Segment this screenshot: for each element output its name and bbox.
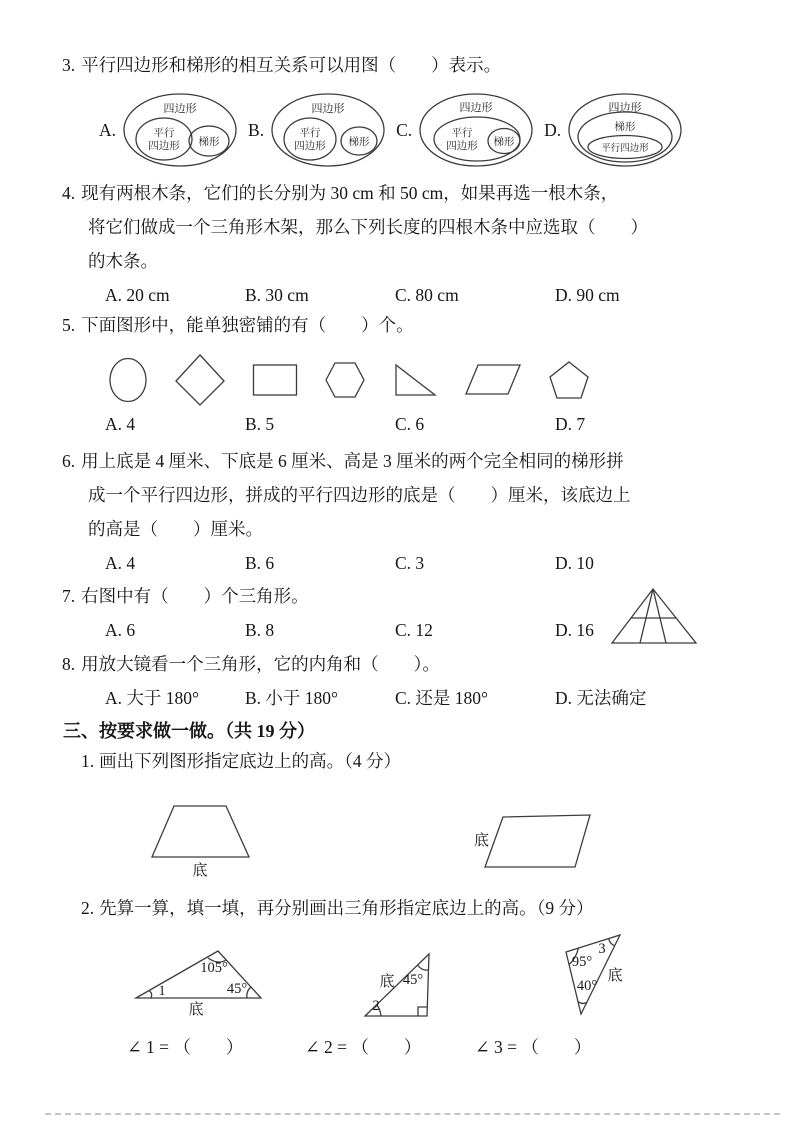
- option-a: A. 6: [105, 620, 136, 640]
- parallelogram-shape: [464, 363, 522, 397]
- question-4-options: [62, 278, 762, 312]
- base-label: 底: [379, 974, 395, 990]
- angle-2-answer-blank: ∠ 2 = （ ）: [305, 1037, 422, 1057]
- right-triangle-shape: [392, 362, 438, 398]
- option-d: D. 16: [555, 620, 594, 640]
- option-a: A. 大于 180°: [105, 688, 200, 708]
- option-d: D. 90 cm: [555, 285, 620, 305]
- angle-3-answer-blank: ∠ 3 = （ ）: [475, 1037, 592, 1057]
- parallelogram-drawing: [473, 812, 603, 874]
- angle-1-answer-blank: ∠ 1 = （ ）: [127, 1037, 244, 1057]
- option-b-diagram: [248, 92, 387, 168]
- option-c: C. 6: [395, 414, 425, 434]
- venn-inner-label: 四边形: [446, 141, 478, 152]
- rectangle-shape: [252, 363, 298, 397]
- angle-105-label: 105°: [200, 960, 228, 976]
- trapezoid-figure: [150, 802, 255, 882]
- hexagon-shape: [324, 361, 366, 399]
- triangle-3-figure: [554, 930, 659, 1030]
- option-c: C. 还是 180°: [395, 688, 489, 708]
- triangle-1-figure: [130, 946, 275, 1026]
- venn-outer-label: 四边形: [311, 103, 345, 115]
- circle-shape: [108, 357, 148, 403]
- venn-outer-label: 四边形: [163, 103, 197, 115]
- question-8: [62, 647, 762, 715]
- option-d: D. 10: [555, 553, 594, 573]
- base-label: 底: [474, 833, 490, 849]
- option-d: D. 7: [555, 414, 586, 434]
- angle-1-label: 1: [158, 983, 166, 999]
- question-8-text: [62, 647, 762, 681]
- question-6: [62, 444, 762, 580]
- option-a-label: A.: [99, 119, 117, 140]
- option-a: A. 20 cm: [105, 285, 170, 305]
- option-b: B. 小于 180°: [245, 688, 339, 708]
- triangle-count-figure: [608, 585, 700, 647]
- question-3-number: 3.: [62, 55, 76, 75]
- pentagon-shape: [548, 360, 590, 400]
- triangle-2-drawing: [355, 946, 470, 1028]
- question-3-stem: 平行四边形和梯形的相互关系可以用图（ ）表示。: [81, 55, 502, 75]
- base-label: 底: [607, 968, 623, 984]
- venn-inner-label: 平行四边形: [601, 144, 649, 154]
- question-5-options-row: [62, 407, 762, 441]
- venn-inner-label: 梯形: [348, 137, 370, 148]
- venn-inner-label: 平行: [451, 128, 473, 139]
- triangle-2-figure: [355, 946, 470, 1028]
- question-3-text: [62, 48, 762, 82]
- option-a: A. 4: [105, 553, 136, 573]
- option-d: D. 无法确定: [555, 688, 647, 708]
- option-b: B. 8: [245, 620, 275, 640]
- sub-question-1-text: 画出下列图形指定底边上的高。（4 分）: [99, 751, 401, 771]
- base-label: 底: [192, 863, 208, 879]
- question-4-stem: 现有两根木条，它们的长分别为 30 cm 和 50 cm，如果再选一根木条，: [81, 183, 619, 203]
- question-5-options: [62, 407, 762, 441]
- sub-question-2-number: 2.: [81, 898, 95, 918]
- question-5-stem: 下面图形中，能单独密铺的有（ ）个。: [81, 315, 414, 335]
- question-4-line1: [62, 176, 762, 210]
- option-d-label: D.: [544, 119, 562, 140]
- option-b-label: B.: [248, 119, 265, 140]
- section-3-question-2: [81, 891, 594, 925]
- question-6-line2: 成一个平行四边形，拼成的平行四边形的底是（ ）厘米，该底边上: [88, 485, 631, 505]
- question-6-options: [62, 546, 762, 580]
- angle-95-label: 95°: [571, 954, 593, 970]
- question-8-options: [62, 681, 762, 715]
- base-label: 底: [188, 1002, 204, 1018]
- option-a-diagram: [99, 92, 239, 168]
- option-c-label: C.: [396, 119, 413, 140]
- question-7-figure: [608, 585, 700, 647]
- angle-45-label: 45°: [402, 972, 424, 988]
- question-6-line1: [62, 444, 762, 478]
- diamond-shape: [174, 353, 226, 407]
- venn-inner-label: 平行: [153, 128, 175, 139]
- question-3-diagrams: [99, 92, 684, 168]
- triangle-1-drawing: [130, 946, 275, 1026]
- section-3-heading: 三、按要求做一做。（共 19 分）: [63, 721, 315, 741]
- venn-inner-label: 梯形: [493, 137, 515, 148]
- venn-outer-label: 四边形: [608, 102, 642, 114]
- page-bottom-edge: [45, 1113, 780, 1115]
- question-8-number: 8.: [62, 654, 76, 674]
- option-b: B. 5: [245, 414, 275, 434]
- option-c: C. 3: [395, 553, 425, 573]
- option-c: C. 80 cm: [395, 285, 459, 305]
- question-7-number: 7.: [62, 586, 76, 606]
- question-4-line2: 将它们做成一个三角形木架，那么下列长度的四根木条中应选取（ ）: [88, 217, 648, 237]
- parallelogram-figure: [473, 812, 603, 874]
- question-4-line3: 的木条。: [88, 251, 158, 271]
- question-8-stem: 用放大镜看一个三角形，它的内角和（ ）。: [81, 654, 440, 674]
- option-c-diagram: [396, 92, 535, 168]
- question-5-text: [62, 308, 762, 342]
- venn-outer-label: 四边形: [459, 102, 493, 114]
- option-a: A. 4: [105, 414, 136, 434]
- venn-diagram-d: [566, 92, 684, 168]
- venn-inner-label: 平行: [299, 128, 321, 139]
- question-3: [62, 48, 762, 82]
- angle-45-label: 45°: [226, 981, 248, 997]
- question-5: [62, 308, 762, 342]
- option-b: B. 6: [245, 553, 275, 573]
- trapezoid-drawing: [150, 802, 255, 882]
- question-5-number: 5.: [62, 315, 76, 335]
- question-5-shapes: [108, 348, 590, 412]
- angle-40-label: 40°: [576, 978, 598, 994]
- angle-2-label: 2: [372, 998, 380, 1014]
- venn-diagram-a: [121, 92, 239, 168]
- option-c: C. 12: [395, 620, 433, 640]
- venn-inner-label: 梯形: [198, 137, 220, 148]
- venn-diagram-c: [417, 92, 535, 168]
- option-d-diagram: [544, 92, 684, 168]
- sub-question-1-number: 1.: [81, 751, 95, 771]
- triangle-3-drawing: [554, 930, 659, 1030]
- venn-inner-label: 梯形: [614, 122, 636, 133]
- question-4: [62, 176, 762, 312]
- angle-3-label: 3: [598, 941, 606, 957]
- venn-inner-label: 四边形: [294, 141, 326, 152]
- venn-diagram-b: [269, 92, 387, 168]
- question-7-stem: 右图中有（ ）个三角形。: [81, 586, 309, 606]
- question-6-number: 6.: [62, 451, 76, 471]
- venn-inner-label: 四边形: [148, 141, 180, 152]
- question-4-number: 4.: [62, 183, 76, 203]
- sub-question-2-text: 先算一算，填一填，再分别画出三角形指定底边上的高。（9 分）: [99, 898, 594, 918]
- option-b: B. 30 cm: [245, 285, 309, 305]
- question-6-stem: 用上底是 4 厘米、下底是 6 厘米、高是 3 厘米的两个完全相同的梯形拼: [81, 451, 624, 471]
- section-3-question-1: [81, 744, 401, 778]
- question-6-line3: 的高是（ ）厘米。: [88, 519, 263, 539]
